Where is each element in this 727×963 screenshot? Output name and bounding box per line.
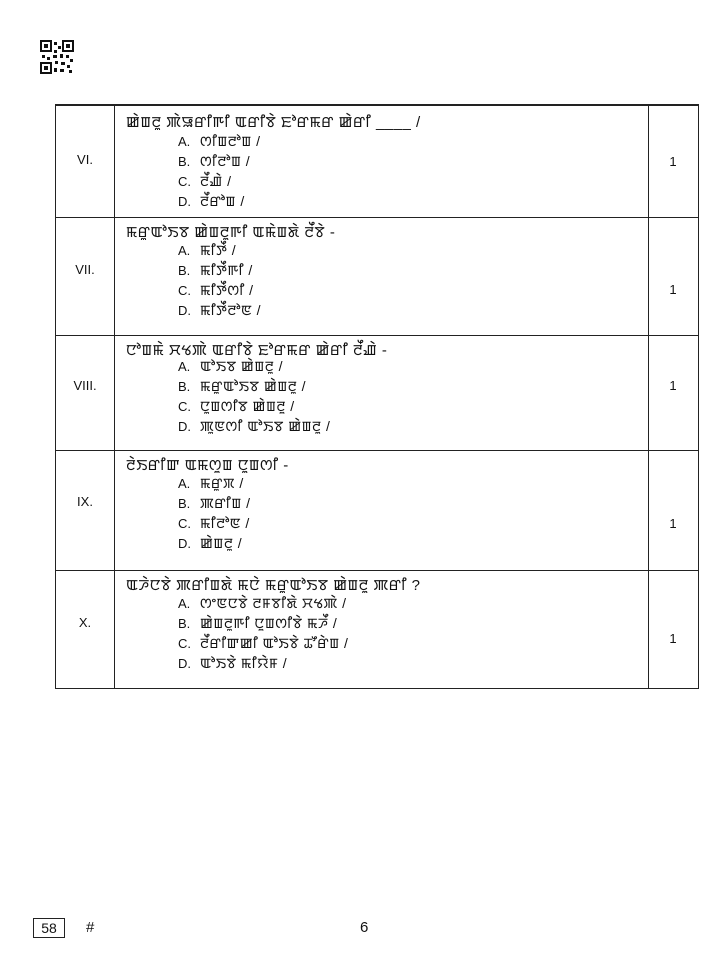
question-row	[56, 217, 698, 336]
option-item	[178, 417, 330, 436]
option-text: ꯃꯔꯨꯞ /	[200, 475, 244, 491]
option-item	[178, 474, 244, 493]
option-label: D.	[178, 656, 191, 671]
option-label: D.	[178, 194, 191, 209]
option-text: ꯁꯦꯟꯅꯕꯥ ꯂꯝꯕꯤꯗꯥ ꯆꯠꯄꯥ /	[200, 595, 347, 611]
option-item	[178, 192, 245, 211]
question-text: ꯀꯥꯡꯂꯨ ꯄꯥꯎꯔꯤꯒꯤ ꯑꯔꯤꯕꯥ ꯐꯣꯔꯃꯔ ꯀꯥꯔꯤ ____ /	[126, 114, 421, 131]
question-number: X.	[78, 615, 92, 630]
option-text: ꯀꯥꯡꯂꯨꯒꯤ ꯅꯨꯡꯁꯤꯕꯥ ꯃꯍꯩ /	[200, 615, 338, 631]
marks-value: 1	[669, 282, 677, 297]
marks-value: 1	[669, 154, 677, 169]
option-text: ꯄꯨꯟꯁꯤ ꯑꯣꯏꯕ ꯀꯥꯡꯂꯨ /	[200, 418, 331, 434]
option-item	[178, 152, 250, 171]
option-label: D.	[178, 419, 191, 434]
question-row	[56, 105, 698, 218]
option-text: ꯂꯩꯔꯣꯡ /	[200, 193, 245, 209]
option-label: B.	[178, 379, 191, 394]
option-item	[178, 614, 337, 633]
option-text: ꯂꯩꯔꯤꯛꯀꯤ ꯑꯣꯏꯕꯥ ꯊꯧꯔꯥꯡ /	[200, 635, 349, 651]
option-text: ꯀꯥꯡꯂꯨ /	[200, 535, 243, 551]
option-item	[178, 397, 295, 416]
option-label: C.	[178, 516, 191, 531]
option-label: B.	[178, 496, 191, 511]
option-text: ꯃꯤꯇꯩ /	[200, 242, 237, 258]
option-label: A.	[178, 134, 191, 149]
option-item	[178, 357, 283, 376]
option-text: ꯃꯔꯨꯑꯣꯏꯕ ꯀꯥꯡꯂꯨ /	[200, 378, 307, 394]
question-number: VIII.	[73, 378, 97, 393]
option-label: C.	[178, 174, 191, 189]
question-text: ꯃꯔꯨꯑꯣꯏꯕ ꯀꯥꯡꯂꯨꯒꯤ ꯑꯃꯥꯡꯗꯥ ꯂꯩꯕꯥ -	[126, 224, 336, 241]
option-item	[178, 534, 242, 553]
question-row	[56, 570, 698, 690]
question-row	[56, 450, 698, 571]
question-number: VI.	[77, 152, 93, 167]
option-label: A.	[178, 359, 191, 374]
option-text: ꯃꯤꯇꯩꯂꯣꯟ /	[200, 302, 262, 318]
option-label: C.	[178, 636, 191, 651]
question-text: ꯅꯣꯡꯃꯥ ꯆꯠꯄꯥ ꯑꯔꯤꯕꯥ ꯐꯣꯔꯃꯔ ꯀꯥꯔꯤ ꯂꯩꯉꯥ -	[126, 342, 388, 359]
qr-code-icon	[40, 40, 74, 74]
option-text: ꯅꯨꯡꯁꯤꯕ ꯀꯥꯡꯂꯨ /	[200, 398, 295, 414]
option-label: A.	[178, 243, 191, 258]
option-label: B.	[178, 616, 191, 631]
option-item	[178, 634, 348, 653]
option-item	[178, 514, 250, 533]
option-item	[178, 377, 306, 396]
question-text: ꯑꯍꯥꯅꯕꯥ ꯄꯔꯤꯡꯗꯥ ꯃꯅꯥ ꯃꯔꯨꯑꯣꯏꯕ ꯀꯥꯡꯂꯨ ꯄꯔꯤ ?	[126, 577, 421, 594]
page-code-box: 58	[33, 918, 65, 938]
option-label: D.	[178, 536, 191, 551]
option-item	[178, 172, 232, 191]
option-text: ꯑꯣꯏꯕꯥ ꯃꯤꯌꯥꯝ /	[200, 655, 288, 671]
option-item	[178, 132, 261, 151]
marks-value: 1	[669, 631, 677, 646]
option-item	[178, 261, 253, 280]
option-text: ꯄꯔꯤꯡ /	[200, 495, 251, 511]
option-label: C.	[178, 283, 191, 298]
question-number: VII.	[75, 262, 95, 277]
option-item	[178, 301, 261, 320]
question-table	[55, 104, 699, 689]
option-item	[178, 281, 254, 300]
option-text: ꯃꯤꯇꯩꯁꯤ /	[200, 282, 254, 298]
option-label: B.	[178, 154, 191, 169]
option-text: ꯃꯤꯂꯣꯟ /	[200, 515, 250, 531]
marks-value: 1	[669, 378, 677, 393]
question-row	[56, 335, 698, 451]
option-item	[178, 494, 251, 513]
option-label: D.	[178, 303, 191, 318]
question-number: IX.	[77, 494, 93, 509]
option-item	[178, 594, 347, 613]
option-text: ꯃꯤꯇꯩꯒꯤ /	[200, 262, 253, 278]
page-number: 6	[360, 919, 369, 936]
option-label: B.	[178, 263, 191, 278]
option-text: ꯁꯤꯂꯣꯡ /	[200, 153, 251, 169]
option-item	[178, 654, 287, 673]
option-label: C.	[178, 399, 191, 414]
option-label: A.	[178, 596, 191, 611]
footer-hash: #	[86, 919, 95, 936]
option-text: ꯁꯤꯡꯂꯣꯡ /	[200, 133, 261, 149]
option-text: ꯂꯩꯉꯥ /	[200, 173, 232, 189]
option-text: ꯑꯣꯏꯕ ꯀꯥꯡꯂꯨ /	[200, 358, 284, 374]
marks-value: 1	[669, 516, 677, 531]
question-text: ꯂꯥꯏꯔꯤꯛ ꯑꯃꯁꯨꯡ ꯅꯨꯡꯁꯤ -	[126, 457, 289, 474]
option-label: A.	[178, 476, 191, 491]
option-item	[178, 241, 236, 260]
